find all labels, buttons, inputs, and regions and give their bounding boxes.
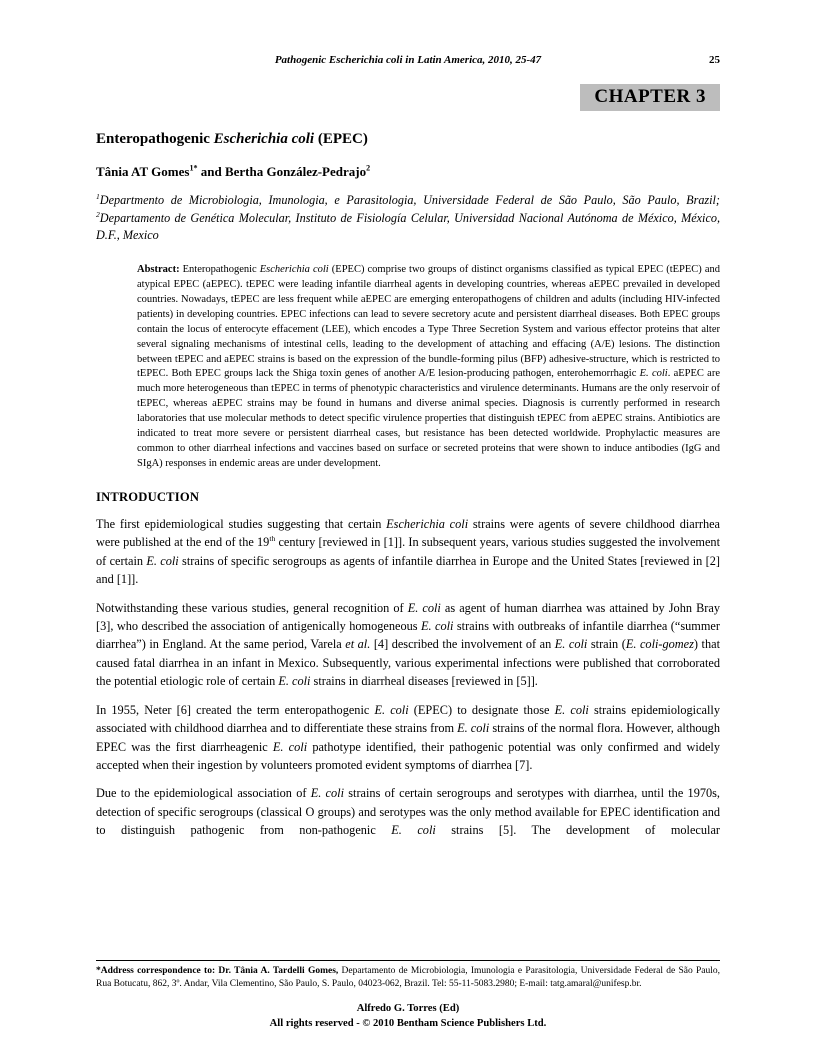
page-number: 25 — [709, 54, 720, 66]
body-paragraph: Due to the epidemiological association of E. coli strains of certain serogroups and serotypes with diarrhea, until the 1970s, detection of specific serogroups (classical O groups) and serotypes was the only method available for EPEC identification and to distinguish pathogenic from non-pathogenic E. coli strains [5]. The development of molecular — [96, 786, 720, 838]
chapter-title: Enteropathogenic Escherichia coli (EPEC) — [96, 131, 368, 147]
chapter-badge: CHAPTER 3 — [580, 84, 720, 111]
abstract: Abstract: Enteropathogenic Escherichia coli (EPEC) comprise two groups of distinct organisms classified as typical EPEC (tEPEC) and atypical EPEC (aEPEC). tEPEC were leading infantile diarrheal agents in developing countries, whereas aEPEC prevailed in developed countries. Nowadays, tEPEC are less frequent while aEPEC are emerging enteropathogens of children and adults (including HIV-infected patients) in developing countries. EPEC infections can lead to severe secretory acute and persistent diarrheal diseases. Both EPEC groups contain the locus of enterocyte effacement (LEE), which encodes a Type Three Secretion System and various effector proteins that alter several signaling mechanisms of intestinal cells, leading to the development of attaching and effacing (A/E) lesions. The distinction between tEPEC and aEPEC strains is based on the expression of the bundle-forming pilus (BFP) adhesive-structure, which is restricted to tEPEC. Both EPEC groups lack the Shiga toxin genes of another A/E lesion-producing pathogen, enterohemorrhagic E. coli. aEPEC are much more heterogeneous than tEPEC in terms of phenotypic characteristics and virulence determinants. Humans are the only reservoir of tEPEC, whereas aEPEC strains may be found in humans and diverse animal species. Diagnosis is currently performed in research laboratories that use molecular methods to detect specific virulence properties that distinguish tEPEC from aEPEC strains. Antibiotics are indicated to treat more severe or persistent diarrheal cases, but resistance has been detected worldwide. Prophylactic measures are common to other diarrheal infections and vaccines based on surface or secreted proteins that were shown to induce antibodies (IgG and SIgA) responses in endemic areas are under development. — [137, 264, 720, 469]
affiliations: $^1$Departmento de Microbiologia, Imunologia, e Parasitologia, Universidade Federal de São Paulo, São Paulo, Brazil; $^2$Departamento de Genética Molecular, Instituto de Fisiología Celular, Universidad Nacional Autónoma de México, México, D.F., Mexico — [96, 191, 720, 243]
running-title: Pathogenic Escherichia coli in Latin America, 2010, 25-47 — [274, 54, 542, 66]
editor-line: Alfredo G. Torres (Ed) — [356, 1003, 460, 1015]
chapter-banner-row — [96, 84, 720, 111]
body-paragraph: In 1955, Neter [6] created the term enteropathogenic E. coli (EPEC) to designate those E. coli strains epidemiologically associated with childhood diarrhea and to differentiate these strains from E. coli strains of the normal flora. However, although EPEC was the first diarrheagenic E. coli pathotype identified, their pathogenic potential was only confirmed and widely accepted when their ingestion by volunteers promoted evident symptoms of diarrhea [7]. — [96, 702, 720, 772]
correspondence-footnote: *Address correspondence to: Dr. Tânia A. Tardelli Gomes, Departamento de Microbiologia, Imunologia e Parasitologia, Universidade Federal de São Paulo, Rua Botucatu, 862, 3º. Andar, Vila Clementino, São Paulo, S. Paulo, 04023-062, Brazil. Tel: 55-11-5083.2980; E-mail: tatg.amaral@unifesp.br. — [96, 965, 721, 989]
page-bottom — [96, 958, 720, 1032]
running-header — [96, 54, 720, 68]
body-paragraph: The first epidemiological studies suggesting that certain Escherichia coli strains were agents of severe childhood diarrhea were published at the end of the 19th century [reviewed in [1]]. In subsequent years, various studies suggested the involvement of certain E. coli strains of specific serogroups as agents of infantile diarrhea in Europe and the United States [reviewed in [2] and [1]]. — [96, 516, 720, 587]
page-main-content — [96, 54, 720, 958]
footnote-divider — [96, 960, 720, 961]
introduction-paragraphs — [96, 515, 720, 840]
body-paragraph: Notwithstanding these various studies, general recognition of E. coli as agent of human diarrhea was attained by John Bray [3], who described the association of antigenically homogeneous E. coli strains with outbreaks of infantile diarrhea (“summer diarrhea”) in England. At the same period, Varela et al. [4] described the involvement of an E. coli strain (E. coli-gomez) that caused fatal diarrhea in an infant in Mexico. Subsequently, various experimental infections were published that corroborated the potential etiologic role of certain E. coli strains in diarrheal diseases [reviewed in [5]]. — [96, 600, 720, 689]
authors-line: Tânia AT Gomes$^{1*}$ and Bertha González-Pedrajo$^2$ — [96, 163, 371, 179]
rights-line: All rights reserved - © 2010 Bentham Science Publishers Ltd. — [269, 1018, 547, 1030]
publisher-footer — [96, 1002, 720, 1032]
section-heading-introduction: INTRODUCTION — [96, 489, 200, 504]
